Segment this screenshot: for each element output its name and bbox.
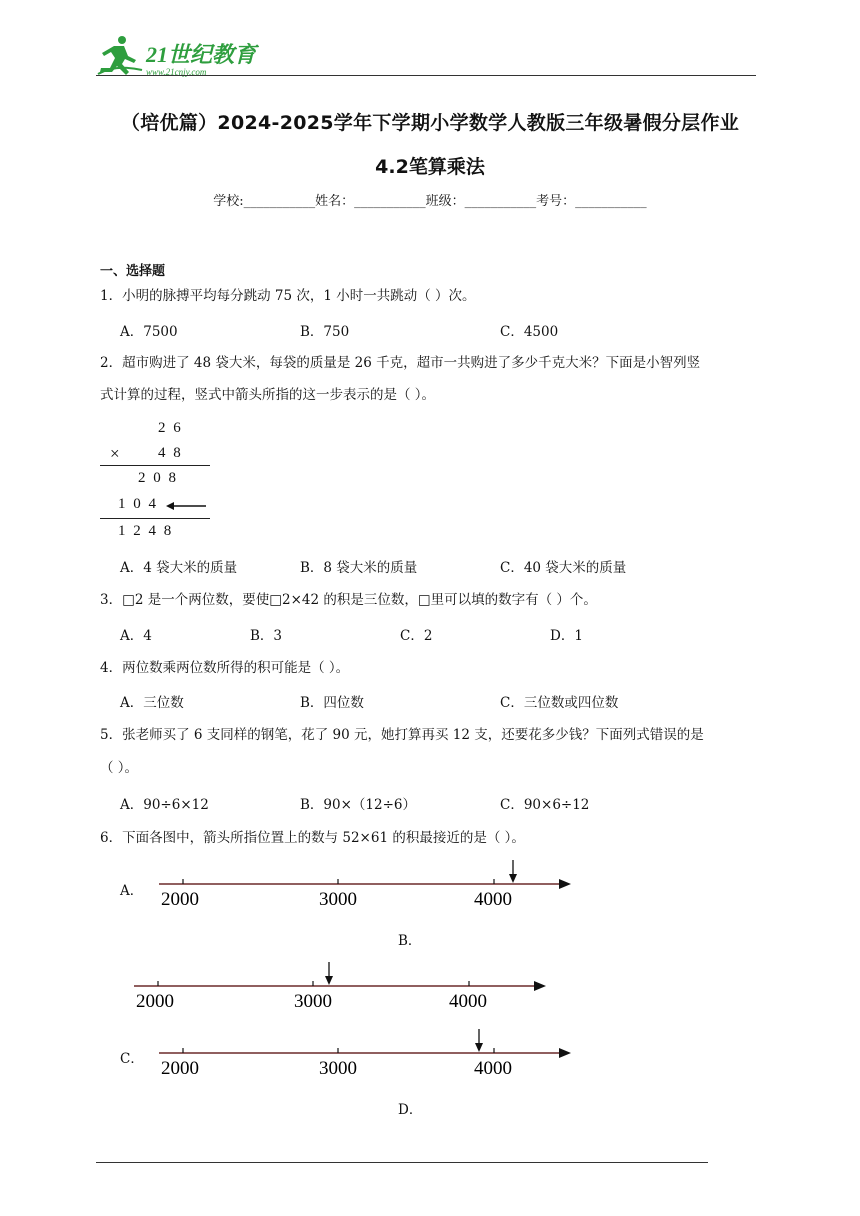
arrow-down-icon <box>475 1029 483 1052</box>
question-1-text: 1．小明的脉搏平均每分跳动 75 次，1 小时一共跳动（ ）次。 <box>100 288 476 304</box>
axis-arrowhead <box>559 1048 571 1058</box>
question-5-text-line2: （ ）。 <box>100 760 139 776</box>
runner-icon <box>98 36 142 75</box>
question-6-text: 6．下面各图中，箭头所指位置上的数与 52×61 的积最接近的是（ ）。 <box>100 830 525 846</box>
page-title: （培优篇）2024-2025学年下学期小学数学人教版三年级暑假分层作业 <box>120 112 740 134</box>
vertical-row-multiplier: 4 8 <box>158 445 183 461</box>
q2-option-c: C．40 袋大米的质量 <box>500 560 627 576</box>
q4-option-c: C．三位数或四位数 <box>500 695 619 711</box>
q5-option-b: B．90×（12÷6） <box>300 797 416 813</box>
q2-option-b: B．8 袋大米的质量 <box>300 560 418 576</box>
vertical-partial-product-1: 2 0 8 <box>138 470 178 486</box>
question-3-text: 3．□2 是一个两位数，要使□2×42 的积是三位数，□里可以填的数字有（ ）个。 <box>100 592 597 608</box>
q2-option-a: A．4 袋大米的质量 <box>120 560 238 576</box>
q6-option-c-label: C． <box>120 1051 144 1067</box>
q1-option-c: C．4500 <box>500 324 559 340</box>
q1-option-a: A．7500 <box>120 324 178 340</box>
page-subtitle: 4.2笔算乘法 <box>375 156 485 178</box>
axis-arrowhead <box>559 879 571 889</box>
times-sign: × <box>110 444 120 463</box>
tick-label-2000: 2000 <box>136 991 174 1012</box>
q4-option-a: A．三位数 <box>120 695 184 711</box>
q5-option-c: C．90×6÷12 <box>500 797 590 813</box>
tick-label-4000: 4000 <box>474 1058 512 1079</box>
tick-label-2000: 2000 <box>161 1058 199 1079</box>
q4-option-b: B．四位数 <box>300 695 364 711</box>
question-4-text: 4．两位数乘两位数所得的积可能是（ ）。 <box>100 660 350 676</box>
vertical-rule-2 <box>100 518 210 519</box>
header-rule <box>96 75 756 76</box>
tick-label-2000: 2000 <box>161 889 199 910</box>
axis-arrowhead <box>534 981 546 991</box>
tick-label-4000: 4000 <box>474 889 512 910</box>
arrow-down-icon <box>325 962 333 985</box>
q6-option-b-label: B． <box>398 933 422 949</box>
logo-text: 21世纪教育 <box>146 42 257 67</box>
tick-label-3000: 3000 <box>319 1058 357 1079</box>
q3-option-b: B．3 <box>250 628 283 644</box>
question-5-text-line1: 5．张老师买了 6 支同样的钢笔，花了 90 元，她打算再买 12 支，还要花多少钱？下面列式错误的是 <box>100 727 704 743</box>
q1-option-b: B．750 <box>300 324 350 340</box>
number-line-a <box>155 858 575 912</box>
student-info-line: 学校:___________姓名：___________班级：___________考号：___________ <box>213 194 647 209</box>
tick-label-3000: 3000 <box>319 889 357 910</box>
arrow-left-icon <box>166 500 208 512</box>
tick-label-3000: 3000 <box>294 991 332 1012</box>
vertical-multiplication <box>96 414 216 550</box>
brand-logo <box>96 34 266 80</box>
vertical-product: 1 2 4 8 <box>118 523 174 539</box>
q3-option-c: C．2 <box>400 628 433 644</box>
footer-rule <box>96 1162 708 1163</box>
q3-option-a: A．4 <box>120 628 152 644</box>
question-2-text-line2: 式计算的过程，竖式中箭头所指的这一步表示的是（ ）。 <box>100 387 436 403</box>
q6-option-a-label: A． <box>120 883 144 899</box>
vertical-partial-product-2: 1 0 4 <box>118 496 158 512</box>
q3-option-d: D．1 <box>550 628 583 644</box>
number-line-b <box>130 960 550 1014</box>
q6-option-d-label: D． <box>398 1102 423 1118</box>
arrow-down-icon <box>509 860 517 883</box>
q5-option-a: A．90÷6×12 <box>120 797 209 813</box>
question-2-text-line1: 2．超市购进了 48 袋大米，每袋的质量是 26 千克，超市一共购进了多少千克大米？下面是小智列竖 <box>100 355 701 371</box>
section-title: 一、选择题 <box>100 264 166 279</box>
vertical-row-multiplicand: 2 6 <box>158 420 183 436</box>
logo-url: www.21cnjy.com <box>146 67 207 77</box>
tick-label-4000: 4000 <box>449 991 487 1012</box>
number-line-c <box>155 1027 575 1081</box>
vertical-rule-1 <box>100 465 210 466</box>
